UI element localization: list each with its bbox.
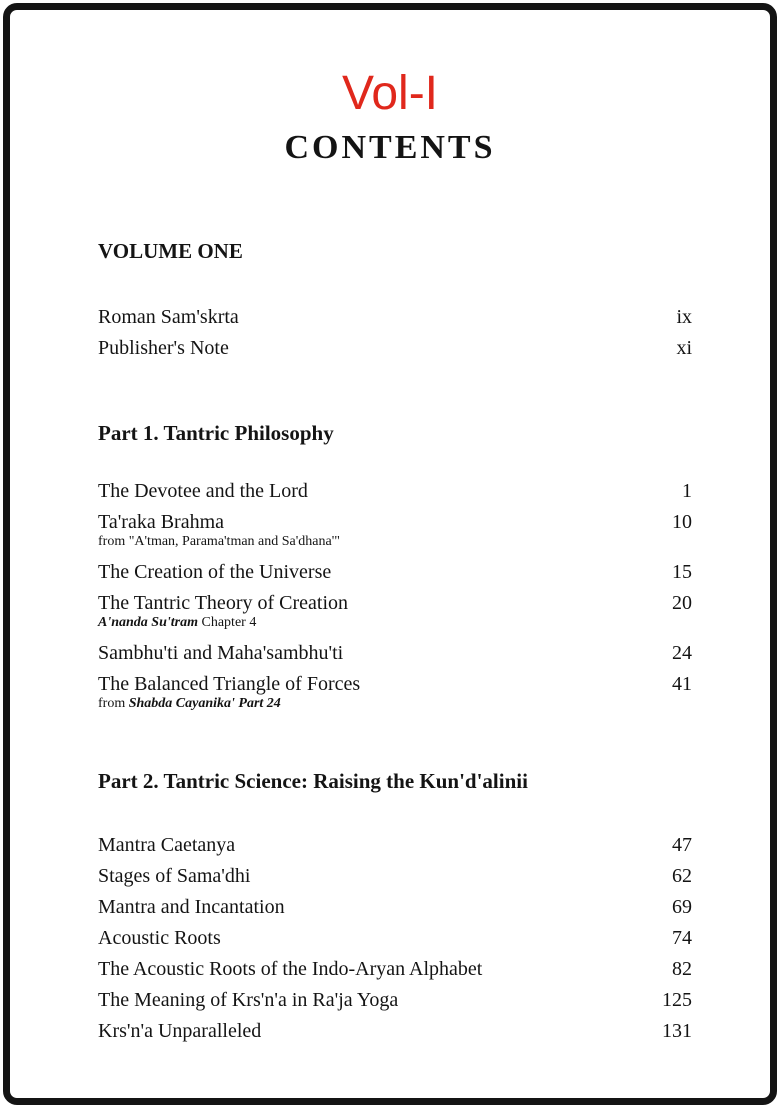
entry-title: The Tantric Theory of Creation xyxy=(98,592,348,614)
entry-title: Sambhu'ti and Maha'sambhu'ti xyxy=(98,642,344,664)
toc-entry xyxy=(98,638,692,669)
entry-page-number: 62 xyxy=(672,865,692,887)
entry-page-number: 10 xyxy=(672,511,692,533)
part-2-entries xyxy=(98,830,692,1047)
entry-title: Krs'n'a Unparalleled xyxy=(98,1020,262,1042)
entry-title: Acoustic Roots xyxy=(98,927,221,949)
subtitle-text: from "A'tman, Parama'tman and Sa'dhana'" xyxy=(98,534,340,549)
entry-title: Publisher's Note xyxy=(98,337,229,359)
entry-title: The Creation of the Universe xyxy=(98,561,332,583)
toc-entry xyxy=(98,302,692,333)
front-matter-list xyxy=(98,302,692,364)
entry-page-number: 41 xyxy=(672,673,692,695)
entry-title: Mantra and Incantation xyxy=(98,896,285,918)
entry-page-number: 24 xyxy=(672,642,692,664)
entry-page-number: 15 xyxy=(672,561,692,583)
section-heading-volume-one: VOLUME ONE xyxy=(98,239,243,263)
toc-entry xyxy=(98,892,692,923)
entry-title: Mantra Caetanya xyxy=(98,834,236,856)
toc-entry xyxy=(98,861,692,892)
contents-title: CONTENTS xyxy=(284,129,496,166)
entry-page-number: 125 xyxy=(662,989,692,1011)
toc-entry xyxy=(98,1016,692,1047)
page-frame xyxy=(3,3,777,1105)
toc-entry xyxy=(98,476,692,507)
entry-title: The Devotee and the Lord xyxy=(98,480,308,502)
entry-title: The Balanced Triangle of Forces xyxy=(98,673,361,695)
entry-page-number: 47 xyxy=(672,834,692,856)
part-2-heading: Part 2. Tantric Science: Raising the Kun'd'alinii xyxy=(98,769,528,793)
entry-page-number: ix xyxy=(676,306,692,328)
entry-page-number: 74 xyxy=(672,927,692,949)
entry-title: The Acoustic Roots of the Indo-Aryan Alphabet xyxy=(98,958,483,980)
volume-label: Vol-I xyxy=(341,67,439,120)
entry-page-number: 69 xyxy=(672,896,692,918)
entry-page-number: 131 xyxy=(662,1020,692,1042)
entry-page-number: xi xyxy=(676,337,692,359)
toc-entry xyxy=(98,830,692,861)
entry-title: Stages of Sama'dhi xyxy=(98,865,251,887)
subtitle-text: Chapter 4 xyxy=(198,615,257,630)
toc-entry xyxy=(98,557,692,588)
entry-title: The Meaning of Krs'n'a in Ra'ja Yoga xyxy=(98,989,399,1011)
part-1-entries xyxy=(98,476,692,712)
toc-entry xyxy=(98,985,692,1016)
entry-page-number: 1 xyxy=(682,480,692,502)
entry-page-number: 82 xyxy=(672,958,692,980)
part-1-heading: Part 1. Tantric Philosophy xyxy=(98,421,334,445)
toc-entry xyxy=(98,923,692,954)
toc-entry xyxy=(98,954,692,985)
entry-title: Ta'raka Brahma xyxy=(98,511,225,533)
entry-page-number: 20 xyxy=(672,592,692,614)
subtitle-italic: Shabda Cayanika' Part 24 xyxy=(128,696,281,711)
subtitle-text: from xyxy=(98,696,129,711)
subtitle-italic: A'nanda Su'tram xyxy=(98,615,198,630)
entry-title: Roman Sam'skrta xyxy=(98,306,239,328)
toc-entry xyxy=(98,333,692,364)
